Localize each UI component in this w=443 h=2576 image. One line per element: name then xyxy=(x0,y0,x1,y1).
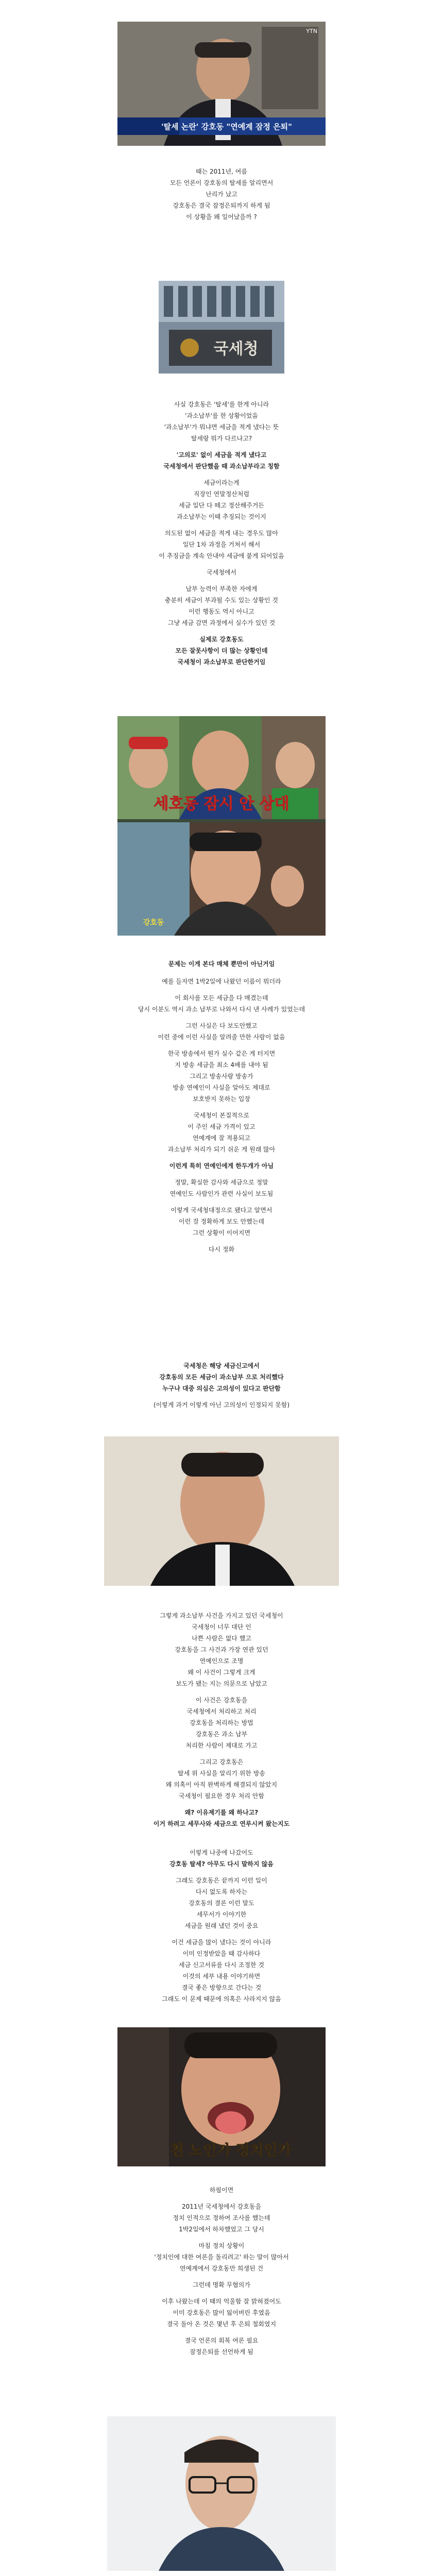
text-line: 직장인 연말정산처럼 xyxy=(193,490,250,498)
text-line: 이런게 특히 연예인에게 한두개가 아님 xyxy=(169,1162,274,1170)
text-line: 탈세랑 뭐가 다르냐고? xyxy=(191,435,252,442)
text-line: 예를 들자면 1박2일에 나왔던 이름이 뭐더라 xyxy=(162,978,281,985)
paragraph-3 xyxy=(0,958,443,1255)
text-line: 결국 좋은 방향으로 간다는 것 xyxy=(181,1984,262,1991)
text-line: 과소납부 처리가 되기 쉬운 게 원래 많아 xyxy=(167,1146,276,1153)
text-line: 이거 하려고 세무사와 세금으로 연루시켜 왔는지도 xyxy=(153,1820,290,1827)
caption-scene-image xyxy=(117,2027,326,2166)
text-line: '정치인에 대한 여론을 돌리려고' 하는 말이 많아서 xyxy=(154,2253,289,2261)
text-line: 정치 인적으로 정하여 조사를 했는데 xyxy=(173,2214,270,2222)
text-line: 강호동을 그 사건과 가장 연관 있던 xyxy=(175,1646,268,1653)
paragraph-6 xyxy=(0,1847,443,2005)
text-line: 일단 1차 과정을 거쳐서 해서 xyxy=(182,541,261,548)
text-line: 강호동은 결국 잠정은퇴까지 하게 됨 xyxy=(173,202,270,209)
text-line: 2011년 국세청에서 강호동을 xyxy=(181,2203,262,2210)
text-line: 다시 정화 xyxy=(208,1246,235,1253)
text-line: 이후 나왔는데 이 때의 억울함 잘 밝혀졌어도 xyxy=(162,2298,281,2305)
text-line: 세금이라는게 xyxy=(203,479,240,486)
text-line: 국세청이 본질적으로 xyxy=(193,1112,250,1119)
text-line: 이런 중에 이런 사실을 알려줄 만한 사람이 없음 xyxy=(158,1033,285,1041)
text-line: '고의로' 없이 세금을 적게 냈다고 xyxy=(176,451,267,459)
text-line: 그리고 강호동은 xyxy=(199,1758,244,1766)
text-line: 보도가 됐는 지는 의문으로 남았고 xyxy=(176,1680,267,1687)
tv-interview-image xyxy=(117,22,326,146)
text-line: 이미 강호동은 많이 잃어버린 후였음 xyxy=(173,2309,270,2316)
text-line: 강호동의 모든 세금이 과소납부 으로 처리했다 xyxy=(159,1374,284,1381)
text-line: 그런 상황이 이어지면 xyxy=(193,1229,250,1236)
text-line: 그래도 이 문제 때문에 의혹은 사라지지 않음 xyxy=(162,1995,281,2003)
text-line: 한국 방송에서 뭔가 실수 같은 게 터지면 xyxy=(167,1050,276,1057)
text-line: 그냥 세금 감면 과정에서 실수가 있던 것 xyxy=(167,619,276,626)
text-line: 문제는 이게 본다 매체 뿐만이 아닌거임 xyxy=(168,960,275,968)
text-line: 왜 이 사건이 그렇게 크게 xyxy=(188,1669,255,1676)
text-line: 강호동 탈세? 아무도 다시 말하지 않음 xyxy=(169,1860,274,1868)
text-line: 모든 잘못사항이 더 많는 상황인데 xyxy=(175,647,268,654)
text-line: 하필이면 xyxy=(209,2187,234,2194)
text-line: 왜? 이유제기를 왜 하나고? xyxy=(184,1809,259,1816)
text-line: 왜 의혹이 아직 완벽하게 해결되지 않았지 xyxy=(165,1781,278,1788)
text-line: 탈세 위 사실을 알리기 위한 방송 xyxy=(178,1770,265,1777)
text-line: 그런데 명확 무혐의가 xyxy=(193,2281,250,2289)
text-line: '과소납부'가 뭐냐면 세금을 적게 냈다는 뜻 xyxy=(164,423,279,431)
portrait-image xyxy=(104,1436,339,1586)
scene-caption: 천 노인가 정치인가 xyxy=(170,2142,292,2159)
text-line: 이런 걸 정확하게 보도 안했는데 xyxy=(179,1218,264,1225)
glasses-portrait-image xyxy=(107,2416,336,2571)
text-line: 사실 강호동은 '탈세'를 한게 아니라 xyxy=(174,401,269,408)
show-subtitle-2: 강호동 xyxy=(143,919,164,927)
text-line: 방송 연예인이 사실을 알아도 제대로 xyxy=(173,1084,270,1091)
text-line: 이런 행동도 역시 아니고 xyxy=(189,608,254,615)
text-line: 이 회사를 모든 세금을 다 매겼는데 xyxy=(175,994,268,1002)
text-line: '과소납부'를 한 상황이었음 xyxy=(185,412,258,419)
text-line: 세무서가 이야기한 xyxy=(196,1911,247,1918)
text-line: 국세청에서 판단했을 때 과소납부라고 칭함 xyxy=(163,463,280,470)
text-line: 국세청이 너무 대단 인 xyxy=(192,1623,251,1631)
text-line: 국세청에서 처리하고 처리 xyxy=(186,1708,257,1715)
text-line: 이미 인정받았을 때 감사하다 xyxy=(182,1950,261,1957)
tv-show-image xyxy=(117,716,326,936)
text-line: 그래도 강호동은 끝까지 이런 일이 xyxy=(176,1877,267,1884)
text-line: 지 방송 세금을 최소 4배를 내야 됨 xyxy=(175,1061,268,1069)
text-line: 세금 일단 다 떼고 정산해주거든 xyxy=(179,502,264,509)
text-line: 당시 이분도 역시 과소 납부로 나와서 다시 낸 사례가 있었는데 xyxy=(138,1006,305,1013)
text-line: 결국 언론의 회복 여론 필요 xyxy=(184,2337,259,2344)
text-line: 처리한 사람이 제대로 가고 xyxy=(185,1742,258,1749)
text-line: 이 상황을 왜 일어났을까 ? xyxy=(186,213,257,221)
text-line: 이건 세금을 많이 냈다는 것이 아니라 xyxy=(172,1939,271,1946)
tax-office-sign: 국세청 xyxy=(213,340,259,358)
text-line: (이렇게 과거 이렇게 아닌 고의성이 인정되지 못함) xyxy=(153,1401,290,1409)
text-line: 그리고 방송사랑 방송가 xyxy=(190,1073,253,1080)
text-line: 마침 정치 상황이 xyxy=(198,2242,245,2249)
text-line: 연예계에 잘 적용되고 xyxy=(193,1134,250,1142)
text-line: 이렇게 나중에 나갔어도 xyxy=(190,1849,253,1856)
text-line: 정말, 확실한 감사와 세금으로 정말 xyxy=(175,1179,268,1186)
text-line: 때는 2011년, 여름 xyxy=(196,168,247,175)
text-line: 국세청에서 xyxy=(207,569,236,576)
text-line: 이 주인 세금 가격이 있고 xyxy=(188,1123,255,1130)
paragraph-7 xyxy=(0,2184,443,2358)
text-line: 연예인으로 조명 xyxy=(199,1657,244,1665)
text-line: 이 사건은 강호동을 xyxy=(195,1697,248,1704)
text-line: 국세청이 필요한 경우 처리 안함 xyxy=(179,1792,264,1800)
text-line: 그렇게 과소납부 사건을 가지고 있던 국세청이 xyxy=(160,1612,283,1619)
text-line: 다시 없도록 하자는 xyxy=(195,1888,248,1895)
text-line: 난리가 났고 xyxy=(206,191,237,198)
text-line: 나쁜 사람은 없다 했고 xyxy=(192,1635,251,1642)
broadcaster-tag: YTN xyxy=(306,28,317,35)
text-line: 세금을 원래 냈던 것이 중요 xyxy=(184,1922,259,1929)
paragraph-5 xyxy=(0,1610,443,1829)
tax-office-image xyxy=(159,281,284,374)
paragraph-2 xyxy=(0,399,443,668)
text-line: 실제로 강호동도 xyxy=(199,636,244,643)
text-line: 강호동은 과소 납부 xyxy=(195,1731,248,1738)
text-line: 연예인도 사람인가 관련 사실이 보도됨 xyxy=(169,1190,274,1197)
text-line: 연예계에서 강호동만 희생된 건 xyxy=(179,2265,264,2272)
text-line: 강호동을 처리하는 방법 xyxy=(190,1719,253,1726)
text-line: 보호받지 못하는 입장 xyxy=(193,1095,250,1103)
tv-caption: '탈세 논란' 강호동 "연예계 잠정 은퇴" xyxy=(161,122,292,131)
text-line: 그런 사실은 다 보도안했고 xyxy=(185,1022,258,1029)
text-line: 모든 언론이 강호동의 탈세를 알리면서 xyxy=(169,179,274,187)
text-line: 잠정은퇴를 선언하게 됨 xyxy=(190,2348,253,2355)
text-line: 이것의 세부 내용 이야기하면 xyxy=(182,1973,261,1980)
paragraph-1 xyxy=(0,166,443,223)
text-line: 과소납부는 이때 추징되는 것이지 xyxy=(177,513,266,520)
paragraph-4 xyxy=(0,1360,443,1411)
text-line: 누구나 대중 의심은 고의성이 있다고 판단함 xyxy=(162,1385,281,1392)
text-line: 1박2일에서 하차했었고 그 당시 xyxy=(179,2226,264,2233)
show-subtitle: 세호동 잠시 안 상대 xyxy=(154,795,289,813)
text-line: 국세청은 해당 세금신고에서 xyxy=(183,1362,260,1369)
text-line: 이 추징금을 계속 안내야 세금에 붙게 되어있음 xyxy=(159,552,284,560)
text-line: 국세청이 과소납부로 판단한거임 xyxy=(177,658,266,666)
text-line: 강호동의 결론 이런 말도 xyxy=(189,1900,254,1907)
text-line: 의도된 없이 세금을 적게 내는 경우도 많아 xyxy=(165,530,278,537)
text-line: 충분히 세금이 부과될 수도 있는 상황인 것 xyxy=(165,597,278,604)
text-line: 납부 능력이 부족한 자에게 xyxy=(185,585,258,592)
text-line: 세금 신고서류를 다시 조정한 것 xyxy=(179,1961,264,1969)
text-line: 이렇게 국세청대정으로 됐다고 알면서 xyxy=(171,1207,272,1214)
text-line: 결국 돌아 온 것은 몇년 후 은퇴 철회였지 xyxy=(166,2320,277,2328)
